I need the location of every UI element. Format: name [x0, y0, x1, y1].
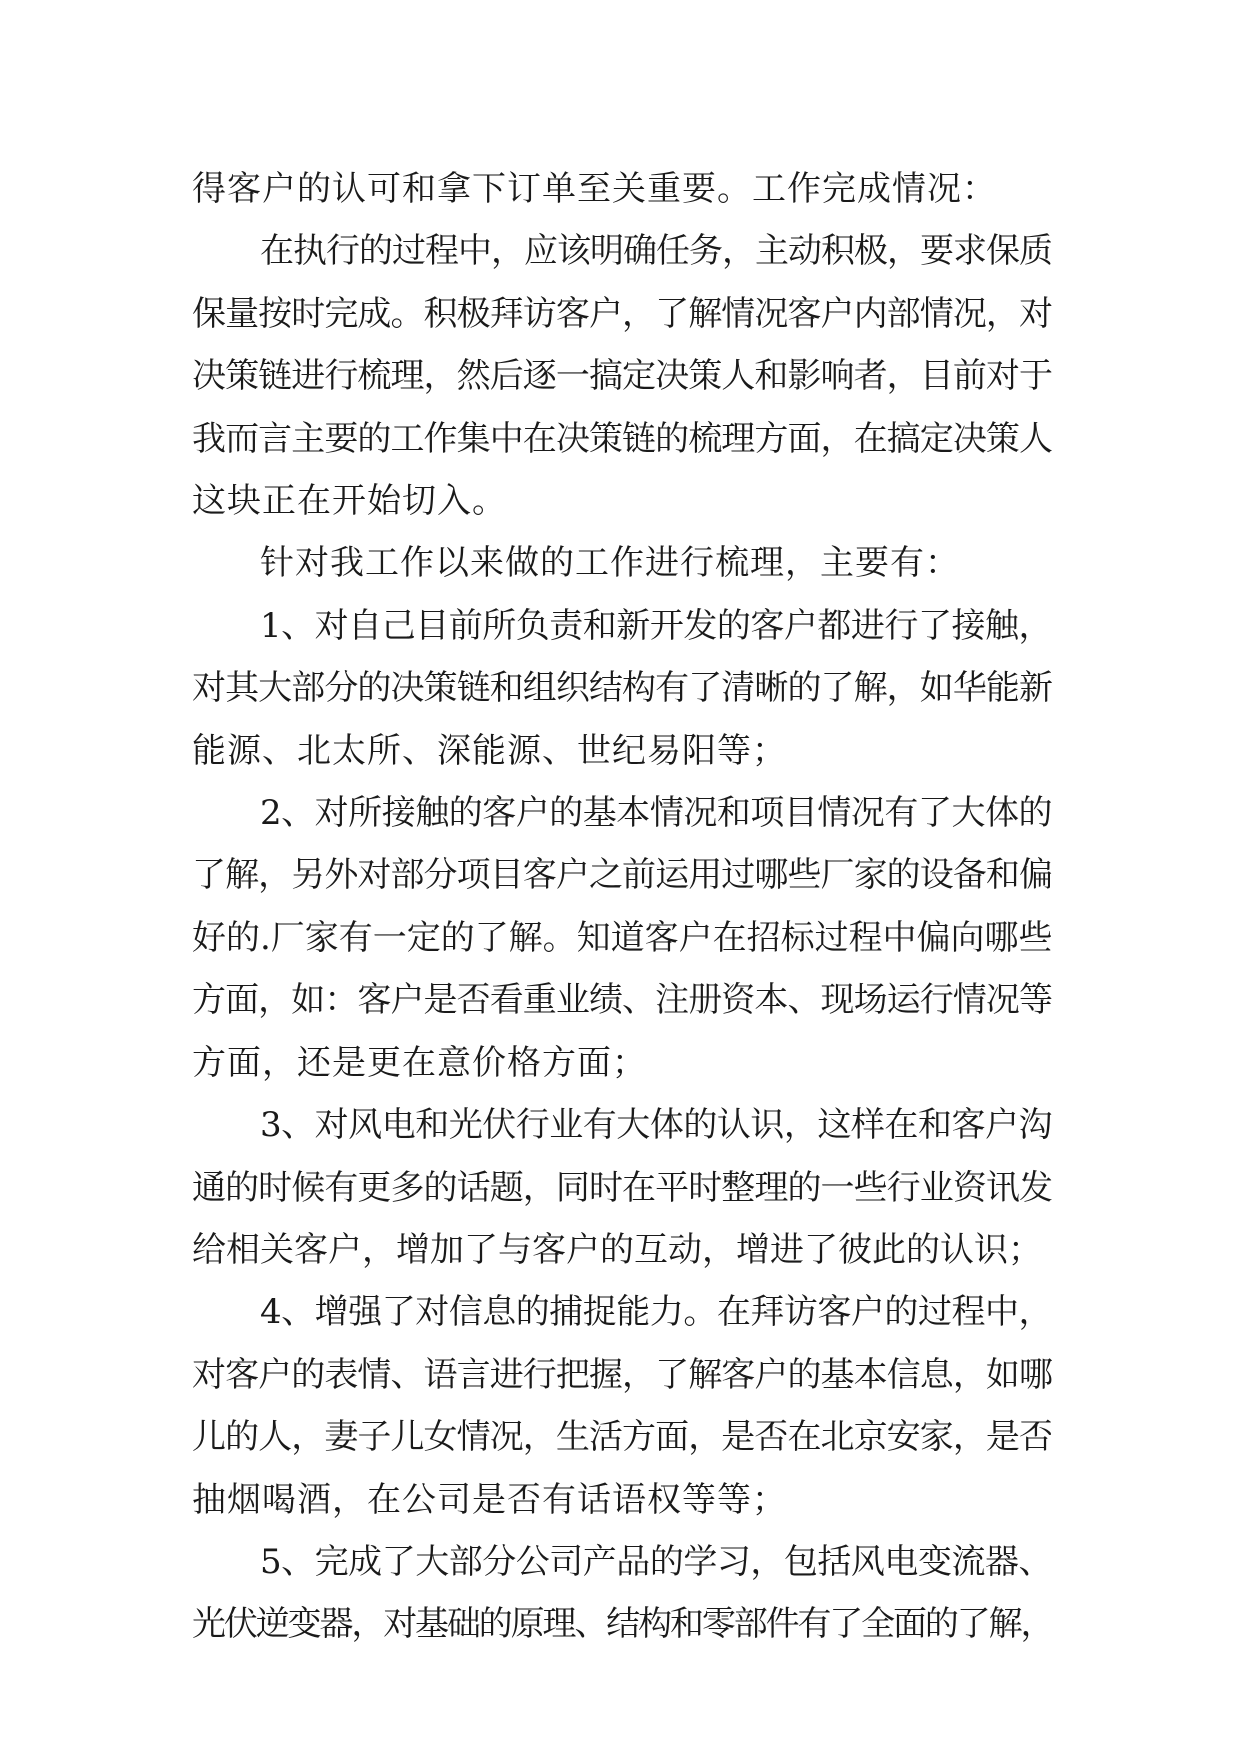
text-line: 4、增强了对信息的捕捉能力。在拜访客户的过程中，: [260, 1292, 1052, 1333]
text-line: 通的时候有更多的话题，同时在平时整理的一些行业资讯发: [192, 1167, 1052, 1208]
paragraph: [192, 158, 1052, 220]
document-body: [192, 158, 1052, 1656]
paragraph: [192, 1094, 1052, 1281]
text-line: 保量按时完成。积极拜访客户，了解情况客户内部情况，对: [192, 293, 1052, 334]
text-line: 在执行的过程中，应该明确任务，主动积极，要求保质: [260, 231, 1052, 272]
text-line: 我而言主要的工作集中在决策链的梳理方面，在搞定决策人: [192, 418, 1052, 459]
text-line: 2、对所接触的客户的基本情况和项目情况有了大体的: [260, 793, 1052, 834]
text-line: 对客户的表情、语言进行把握，了解客户的基本信息，如哪: [192, 1354, 1052, 1395]
text-line: 抽烟喝酒，在公司是否有话语权等等；: [192, 1479, 787, 1520]
text-line: 了解，另外对部分项目客户之前运用过哪些厂家的设备和偏: [192, 855, 1052, 896]
text-line: 方面，如：客户是否看重业绩、注册资本、现场运行情况等: [192, 980, 1052, 1021]
paragraph: [192, 782, 1052, 1094]
text-line: 光伏逆变器，对基础的原理、结构和零部件有了全面的了解，: [192, 1604, 1052, 1645]
paragraph: [192, 532, 1052, 594]
text-line: 1、对自己目前所负责和新开发的客户都进行了接触，: [260, 605, 1052, 646]
paragraph: [192, 220, 1052, 532]
text-line: 针对我工作以来做的工作进行梳理，主要有：: [260, 543, 960, 584]
text-line: 儿的人，妻子儿女情况，生活方面，是否在北京安家，是否: [192, 1417, 1052, 1458]
text-line: 能源、北太所、深能源、世纪易阳等；: [192, 730, 787, 771]
paragraph: [192, 1531, 1052, 1656]
text-line: 对其大部分的决策链和组织结构有了清晰的了解，如华能新: [192, 668, 1052, 709]
paragraph: [192, 595, 1052, 782]
text-line: 这块正在开始切入。: [192, 481, 507, 522]
text-line: 3、对风电和光伏行业有大体的认识，这样在和客户沟: [260, 1105, 1052, 1146]
text-line: 方面，还是更在意价格方面；: [192, 1042, 647, 1083]
text-line: 好的.厂家有一定的了解。知道客户在招标过程中偏向哪些: [192, 917, 1052, 958]
text-line: 决策链进行梳理，然后逐一搞定决策人和影响者，目前对于: [192, 356, 1052, 397]
text-line: 给相关客户，增加了与客户的互动，增进了彼此的认识；: [192, 1229, 1042, 1270]
text-line: 5、完成了大部分公司产品的学习，包括风电变流器、: [260, 1541, 1052, 1582]
paragraph: [192, 1281, 1052, 1531]
text-line: 得客户的认可和拿下订单至关重要。工作完成情况：: [192, 169, 997, 209]
